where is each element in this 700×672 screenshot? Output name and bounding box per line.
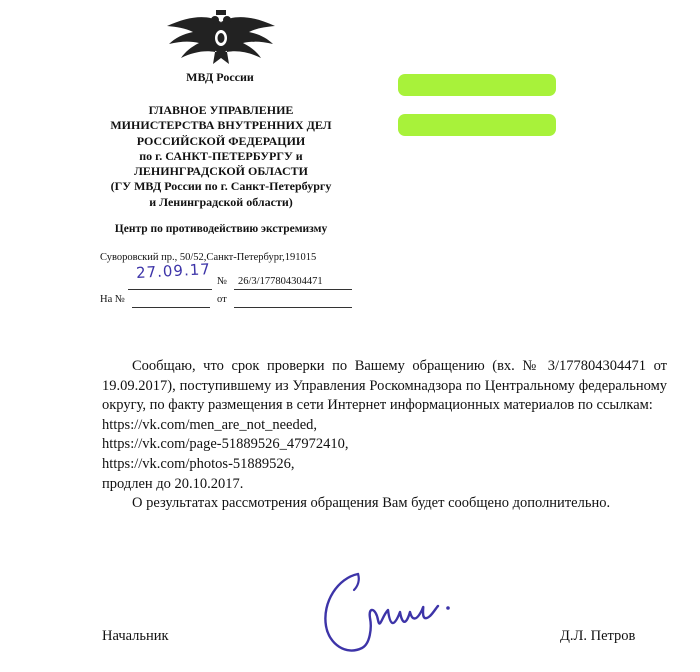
date-line	[128, 289, 212, 290]
ref-from-label: от	[217, 294, 227, 305]
org-short-name: МВД России	[186, 70, 254, 84]
recipient-redaction-bar	[398, 114, 556, 136]
org-line: ЛЕНИНГРАДСКОЙ ОБЛАСТИ	[133, 164, 309, 179]
org-line: ГЛАВНОЕ УПРАВЛЕНИЕ	[148, 103, 294, 117]
org-line: (ГУ МВД России по г. Санкт-Петербургу	[110, 179, 332, 194]
org-line: по г. САНКТ-ПЕТЕРБУРГУ и	[139, 148, 303, 163]
org-line: РОССИЙСКОЙ ФЕДЕРАЦИИ	[136, 133, 306, 148]
link-item: https://vk.com/photos-51889526,	[102, 455, 295, 472]
signatory-name: Д.Л. Петров	[560, 628, 636, 644]
department-name: Центр по противодействию экстремизму	[114, 223, 328, 235]
signatory-title: Начальник	[102, 628, 169, 644]
address: Суворовский пр., 50/52,Санкт-Петербург,191015	[100, 252, 317, 263]
ref-from-line	[234, 307, 352, 308]
ref-number-line	[132, 307, 210, 308]
org-full-name	[88, 103, 354, 210]
number-line	[234, 289, 352, 290]
ref-number-label: На №	[100, 294, 125, 305]
mvd-emblem-icon	[163, 8, 279, 70]
letter-body	[102, 357, 667, 514]
number-label: №	[217, 276, 228, 287]
registration-number: 26/3/177804304471	[238, 276, 323, 287]
body-paragraph: О результатах рассмотрения обращения Вам будет сообщено дополнительно.	[132, 495, 611, 512]
recipient-redaction-bar	[398, 74, 556, 96]
handwritten-signature	[318, 568, 458, 662]
extension-line: продлен до 20.10.2017.	[102, 475, 244, 492]
org-line: и Ленинградской области)	[149, 194, 293, 209]
link-item: https://vk.com/men_are_not_needed,	[102, 416, 318, 433]
org-line: МИНИСТЕРСТВА ВНУТРЕННИХ ДЕЛ	[110, 118, 332, 133]
link-item: https://vk.com/page-51889526_47972410,	[102, 436, 349, 453]
handwritten-date: 27.09.17	[135, 260, 212, 282]
body-paragraph: Сообщаю, что срок проверки по Вашему обращению (вх. № 3/177804304471 от 19.09.2017), поступившему из Управления Роскомнадзора по Центральному федеральному округу, по факту размещения в сети Интернет информационных материалов по ссылкам:	[102, 358, 667, 414]
